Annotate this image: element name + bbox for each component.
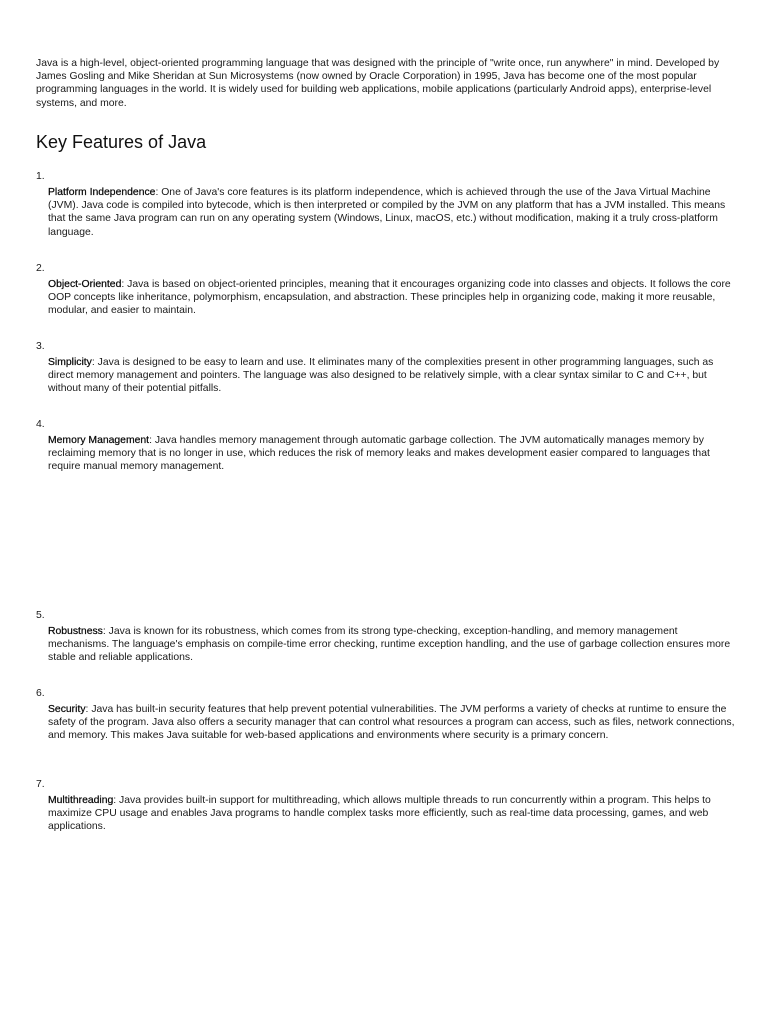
item-body (48, 356, 738, 396)
item-term: Security (48, 704, 86, 715)
item-number: 1. (36, 171, 45, 182)
intro-paragraph: Java is a high-level, object-oriented programming language that was designed with the principle of "write once, run anywhere" in mind. Developed by James Gosling and Mike Sheridan at Sun Microsystems (now owned by Oracle Corporation) in 1995, Java has become one of the most popular programming languages in the world. It is widely used for building web applications, mobile applications (particularly Android apps), enterprise-level systems, and more. (36, 58, 720, 109)
item-text: : Java is designed to be easy to learn and use. It eliminates many of the complexities present in other programming languages, such as direct memory management and pointers. The language was also designed to be relatively simple, with a clear syntax similar to C and C++, but without many of their potential pitfalls. (48, 357, 714, 395)
item-term: Robustness (48, 626, 103, 637)
item-body (48, 625, 738, 665)
feature-list-item (36, 687, 736, 743)
section-heading: Key Features of Java (36, 132, 207, 152)
item-number: 4. (36, 419, 45, 430)
item-term: Platform Independence (48, 187, 156, 198)
item-number: 2. (36, 263, 45, 274)
item-body (48, 794, 738, 834)
feature-list-item (36, 262, 736, 318)
item-body (48, 434, 738, 474)
item-body (48, 186, 738, 239)
feature-list-item (36, 778, 736, 834)
item-number: 6. (36, 688, 45, 699)
item-term: Simplicity (48, 357, 92, 368)
item-text: : Java has built-in security features that help prevent potential vulnerabilities. The JVM performs a variety of checks at runtime to ensure the safety of the program. Java also offers a security manager that can control what resources a program can access, such as files, network connections, and memory. This makes Java suitable for web-based applications and environments where security is a primary concern. (48, 704, 735, 742)
item-number: 7. (36, 779, 45, 790)
item-number: 5. (36, 610, 45, 621)
feature-list-item (36, 609, 736, 665)
feature-list-item (36, 418, 736, 474)
item-body (48, 703, 738, 743)
item-text: : One of Java's core features is its platform independence, which is achieved through the use of the Java Virtual Machine (JVM). Java code is compiled into bytecode, which is then interpreted or compiled by the JVM on any platform that has a JVM installed. This means that the same Java program can run on any operating system (Windows, Linux, macOS, etc.) without modification, making it a truly cross-platform language. (48, 187, 726, 238)
item-text: : Java handles memory management through automatic garbage collection. The JVM automatically manages memory by reclaiming memory that is no longer in use, which reduces the risk of memory leaks and makes development easier compared to languages that require manual memory management. (48, 435, 710, 473)
item-text: : Java is known for its robustness, which comes from its strong type-checking, exception-handling, and memory management mechanisms. The language's emphasis on compile-time error checking, runtime exception handling, and the use of garbage collection ensures more stable and reliable applications. (48, 626, 731, 664)
item-body (48, 278, 738, 318)
item-number: 3. (36, 341, 45, 352)
feature-list-item (36, 170, 736, 239)
item-term: Memory Management (48, 435, 150, 446)
item-term: Object-Oriented (48, 279, 122, 290)
item-text: : Java provides built-in support for multithreading, which allows multiple threads to run concurrently within a program. This helps to maximize CPU usage and enables Java programs to handle complex tasks more efficiently, such as real-time data processing, games, and web applications. (48, 795, 711, 833)
feature-list-item (36, 340, 736, 396)
item-text: : Java is based on object-oriented principles, meaning that it encourages organizing code into classes and objects. It follows the core OOP concepts like inheritance, polymorphism, encapsulation, and abstraction. These principles help in organizing code, making it more reusable, modular, and easier to maintain. (48, 279, 731, 317)
item-term: Multithreading (48, 795, 114, 806)
